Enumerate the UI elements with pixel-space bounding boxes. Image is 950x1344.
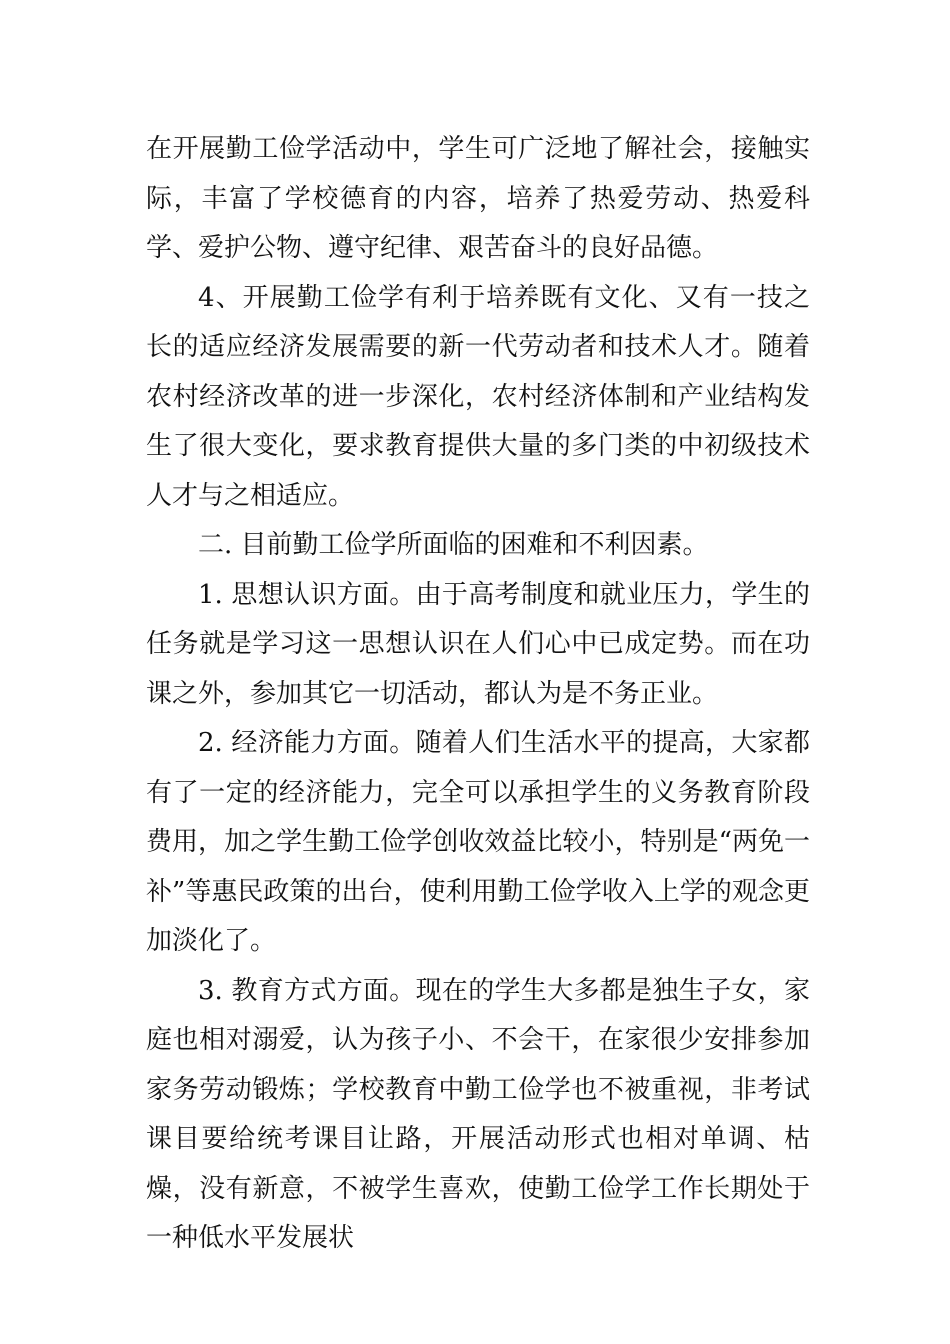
paragraph-item-1: 1. 思想认识方面。由于高考制度和就业压力，学生的任务就是学习这一思想认识在人们心中已成定势。而在功课之外，参加其它一切活动，都认为是不务正业。 <box>146 579 810 709</box>
paragraph-item-2: 2. 经济能力方面。随着人们生活水平的提高，大家都有了一定的经济能力，完全可以承担学生的义务教育阶段费用，加之学生勤工俭学创收效益比较小，特别是“两免一补”等惠民政策的出台，使利用勤工俭学收入上学的观念更加淡化了。 <box>146 728 810 956</box>
paragraph-point-4: 4、开展勤工俭学有利于培养既有文化、又有一技之长的适应经济发展需要的新一代劳动者和技术人才。随着农村经济改革的进一步深化，农村经济体制和产业结构发生了很大变化，要求教育提供大量的多门类的中初级技术人才与之相适应。 <box>146 282 810 511</box>
document-body <box>146 125 810 1264</box>
paragraph-item-3: 3. 教育方式方面。现在的学生大多都是独生子女，家庭也相对溺爱，认为孩子小、不会干，在家很少安排参加家务劳动锻炼；学校教育中勤工俭学也不被重视，非考试课目要给统考课目让路，开展活动形式也相对单调、枯燥，没有新意，不被学生喜欢，使勤工俭学工作长期处于一种低水平发展状 <box>146 975 810 1253</box>
section-heading-difficulties: 二. 目前勤工俭学所面临的困难和不利因素。 <box>198 530 709 560</box>
paragraph-moral-education: 在开展勤工俭学活动中，学生可广泛地了解社会，接触实际，丰富了学校德育的内容，培养了热爱劳动、热爱科学、爱护公物、遵守纪律、艰苦奋斗的良好品德。 <box>146 134 810 263</box>
